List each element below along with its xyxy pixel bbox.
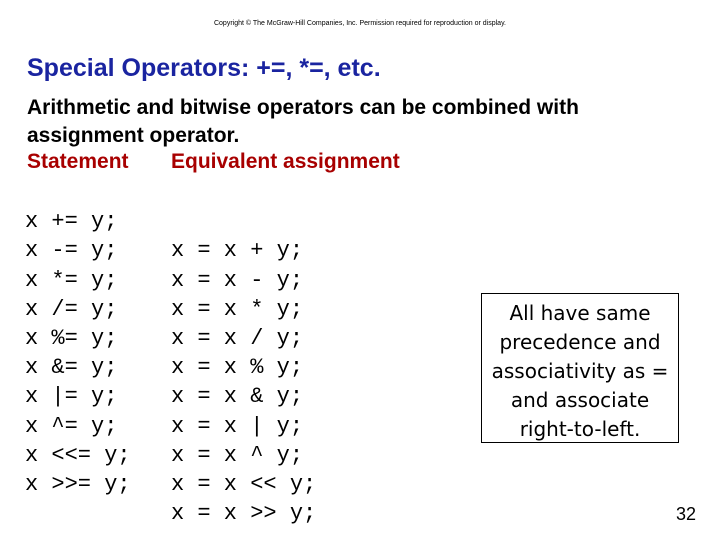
operator-table: [25, 178, 317, 527]
equivalent-cell: x = x * y;: [171, 296, 304, 322]
note-line: right-to-left.: [519, 417, 641, 441]
statement-cell: x |= y;: [25, 384, 118, 410]
equivalent-cell: x = x + y;: [171, 238, 304, 264]
equivalent-cell: x = x & y;: [171, 384, 304, 410]
statement-cell: x *= y;: [25, 267, 118, 293]
statement-column-header: Statement: [27, 150, 129, 173]
equivalent-cell: x = x % y;: [171, 355, 304, 381]
statement-cell: x -= y;: [25, 238, 118, 264]
table-row: [25, 324, 304, 410]
table-row: [25, 412, 317, 497]
equivalent-cell: x = x ^ y;: [171, 442, 304, 468]
statement-cell: x %= y;: [25, 325, 118, 351]
table-row: [25, 382, 304, 468]
statement-cell: x &= y;: [25, 355, 118, 381]
copyright-notice: Copyright © The McGraw-Hill Companies, Inc. Permission required for reproduction or display.: [213, 20, 506, 27]
table-row: [25, 236, 304, 322]
equivalent-cell: x = x / y;: [171, 325, 304, 351]
equivalent-column-header: Equivalent assignment: [171, 150, 400, 173]
intro-text: Arithmetic and bitwise operators can be combined with assignment operator.: [27, 96, 579, 147]
note-line: associativity as =: [491, 359, 669, 383]
statement-cell: x += y;: [25, 209, 118, 235]
equivalent-cell: x = x >> y;: [171, 501, 317, 527]
table-row: [25, 353, 304, 439]
equivalent-cell: x = x - y;: [171, 267, 304, 293]
statement-cell: x /= y;: [25, 296, 118, 322]
table-row: [25, 441, 317, 527]
table-row: [25, 207, 304, 293]
precedence-note-box: [481, 293, 679, 443]
slide-title: Special Operators: +=, *=, etc.: [27, 54, 381, 82]
note-line: precedence and: [499, 330, 661, 354]
statement-cell: x ^= y;: [25, 413, 118, 439]
statement-cell: x <<= y;: [25, 442, 131, 468]
statement-cell: x >>= y;: [25, 471, 131, 497]
table-row: [25, 295, 304, 381]
equivalent-cell: x = x | y;: [171, 413, 304, 439]
table-row: [25, 178, 304, 264]
page-number: 32: [675, 504, 696, 524]
table-row: [25, 266, 304, 351]
note-line: All have same: [509, 301, 651, 325]
note-line: and associate: [510, 388, 650, 412]
equivalent-cell: x = x << y;: [171, 471, 317, 497]
